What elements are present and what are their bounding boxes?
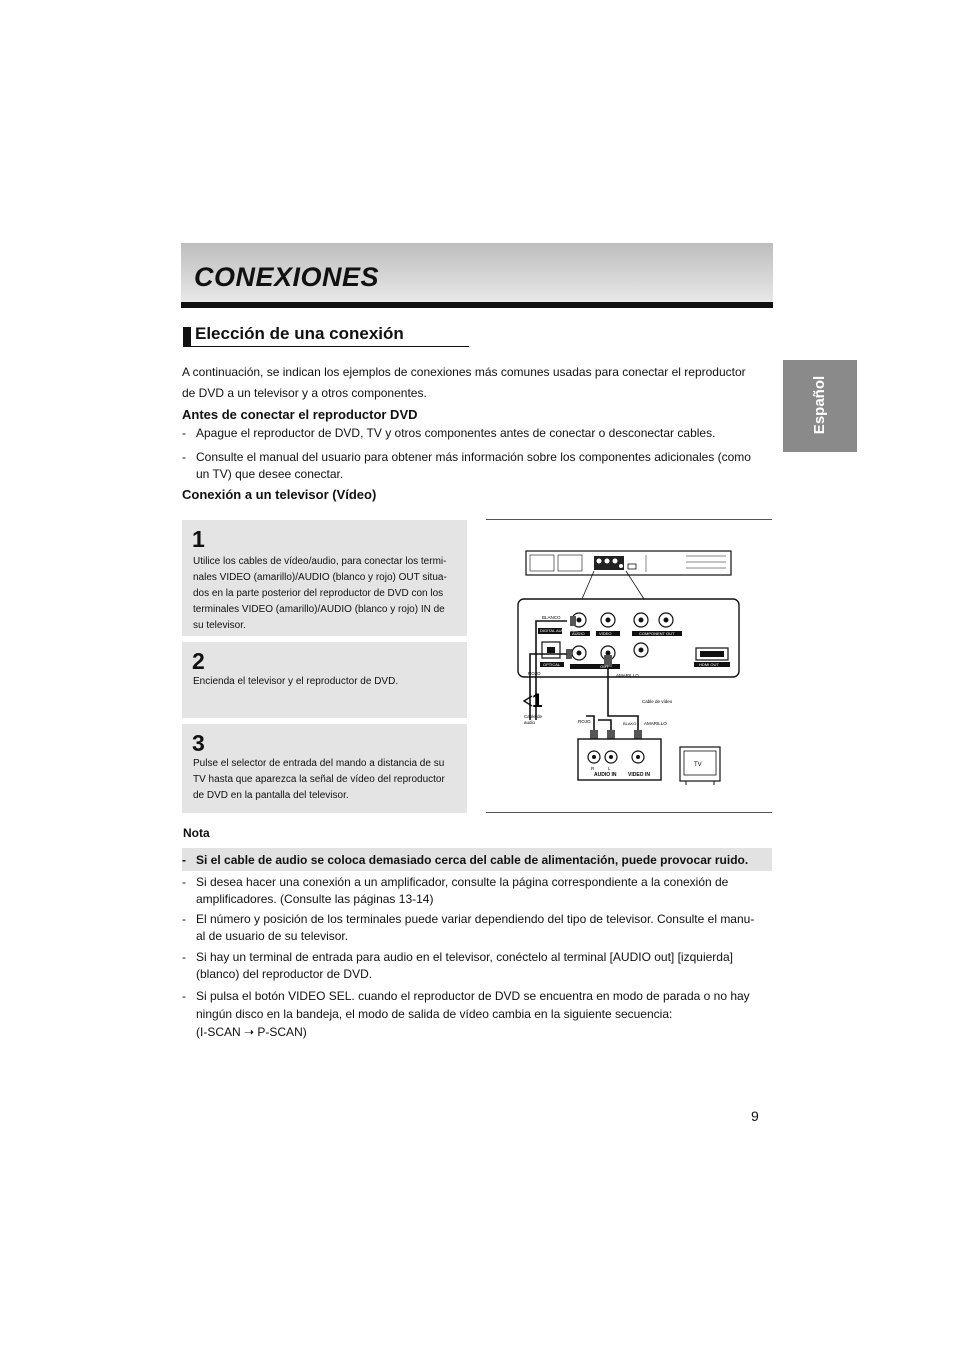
- section-marker: [183, 327, 191, 347]
- before-item: [182, 449, 772, 485]
- bullet-dash: -: [182, 426, 186, 440]
- header-rule: [181, 302, 773, 308]
- note-text: Si el cable de audio se coloca demasiado cerca del cable de alimentación, puede provocar ruido.: [196, 853, 749, 867]
- note-item: [182, 910, 772, 946]
- step-box-2: [182, 642, 467, 718]
- label-tv: TV: [694, 762, 702, 768]
- bullet-dash: -: [182, 853, 186, 867]
- label-component-out: COMPONENT OUT: [639, 631, 675, 636]
- note-text: El número y posición de los terminales puede variar dependiendo del tipo de televisor. Consulte el manu-: [196, 912, 755, 926]
- step-text: [193, 674, 461, 690]
- step-line: Pulse el selector de entrada del mando a distancia de su: [193, 758, 445, 769]
- label-optical: OPTICAL: [543, 662, 561, 667]
- bullet-dash: -: [182, 450, 186, 464]
- step-number: 1: [192, 526, 205, 552]
- label-video-in: VIDEO IN: [628, 772, 650, 778]
- note-text: ningún disco en la bandeja, el modo de salida de vídeo cambia en la siguiente secuencia:: [196, 1007, 673, 1021]
- step-line: Encienda el televisor y el reproductor de DVD.: [193, 676, 399, 687]
- note-title: Nota: [183, 826, 210, 840]
- step-box-3: [182, 724, 467, 813]
- note-text: (blanco) del reproductor de DVD.: [196, 967, 373, 981]
- intro-line: de DVD a un televisor y a otros componentes.: [182, 386, 427, 400]
- step-text: [193, 756, 461, 804]
- step-line: nales VIDEO (amarillo)/AUDIO (blanco y rojo) OUT situa-: [193, 572, 447, 583]
- language-tab-label: Español: [811, 375, 828, 435]
- page-title: CONEXIONES: [194, 262, 380, 292]
- note-text: amplificadores. (Consulte las páginas 13-14): [196, 892, 434, 906]
- bullet-dash: -: [182, 950, 186, 964]
- connection-diagram: [486, 520, 772, 812]
- note-text: (I-SCAN ➝ P-SCAN): [196, 1025, 307, 1039]
- intro-paragraph: [182, 362, 772, 404]
- label-step-marker: 1: [532, 691, 543, 712]
- intro-line: A continuación, se indican los ejemplos de conexiones más comunes usadas para conectar el reproductor: [182, 365, 746, 379]
- note-item: [182, 873, 772, 909]
- note-text: Si pulsa el botón VIDEO SEL. cuando el reproductor de DVD se encuentra en modo de parada o no hay: [196, 989, 750, 1003]
- label-blanco: BLANCO: [542, 615, 561, 620]
- section-underline: [183, 346, 469, 347]
- bullet-dash: -: [182, 989, 186, 1003]
- step-line: TV hasta que aparezca la señal de vídeo del reproductor: [193, 774, 445, 785]
- label-digital-audio-out: DIGITAL AUDIO OUT: [540, 628, 579, 633]
- label-cable-video: Cable de vídeo: [642, 699, 673, 704]
- bullet-text: un TV) que desee conectar.: [196, 467, 344, 481]
- label-blanco-short: BLAKO: [623, 721, 637, 726]
- label-audio: AUDIO: [572, 631, 585, 636]
- bullet-text: Apague el reproductor de DVD, TV y otros componentes antes de conectar o desconectar cables.: [196, 426, 716, 440]
- label-l: L: [608, 766, 611, 771]
- bullet-dash: -: [182, 912, 186, 926]
- step-line: de DVD en la pantalla del televisor.: [193, 790, 349, 801]
- page-number: 9: [751, 1108, 759, 1124]
- label-amarillo-tv: AMARILLO: [644, 721, 667, 726]
- label-cable-audio-2: audio: [524, 720, 536, 725]
- label-rojo-tv: ROJO: [578, 719, 591, 724]
- label-r: R: [591, 766, 595, 771]
- step-number: 2: [192, 648, 205, 674]
- note-text: Si desea hacer una conexión a un amplificador, consulte la página correspondiente a la conexión de: [196, 875, 729, 889]
- step-line: Utilice los cables de vídeo/audio, para conectar los termi-: [193, 556, 447, 567]
- tv-connection-heading: Conexión a un televisor (Vídeo): [182, 487, 377, 502]
- step-number: 3: [192, 730, 205, 756]
- dvd-player-rear: [526, 551, 731, 575]
- step-box-1: [182, 520, 467, 636]
- bullet-text: Consulte el manual del usuario para obtener más información sobre los componentes adicionales (como: [196, 450, 751, 464]
- step-text: [193, 554, 461, 634]
- step-line: dos en la parte posterior del reproductor de DVD con los: [193, 588, 444, 599]
- step-line: su televisor.: [193, 620, 246, 631]
- before-item: [182, 425, 772, 443]
- diagram-frame-bottom: [486, 812, 772, 813]
- step-line: terminales VIDEO (amarillo)/AUDIO (blanco y rojo) IN de: [193, 604, 445, 615]
- note-item: [182, 851, 772, 869]
- label-amarillo: AMARILLO: [616, 673, 639, 678]
- note-text: al de usuario de su televisor.: [196, 929, 349, 943]
- label-audio-in: AUDIO IN: [594, 772, 617, 778]
- note-item: [182, 948, 772, 984]
- section-title: Elección de una conexión: [195, 324, 404, 343]
- note-text: Si hay un terminal de entrada para audio en el televisor, conéctelo al terminal [AUDIO out] [izquierda]: [196, 950, 733, 964]
- note-item: [182, 987, 772, 1043]
- label-cable-audio-1: Cable de: [524, 714, 543, 719]
- label-video: VIDEO: [599, 631, 612, 636]
- label-rojo: ROJO: [528, 671, 541, 676]
- label-hdmi-out: HDMI OUT: [699, 662, 719, 667]
- bullet-dash: -: [182, 875, 186, 889]
- label-out: OUT: [600, 664, 609, 669]
- before-heading: Antes de conectar el reproductor DVD: [182, 407, 418, 422]
